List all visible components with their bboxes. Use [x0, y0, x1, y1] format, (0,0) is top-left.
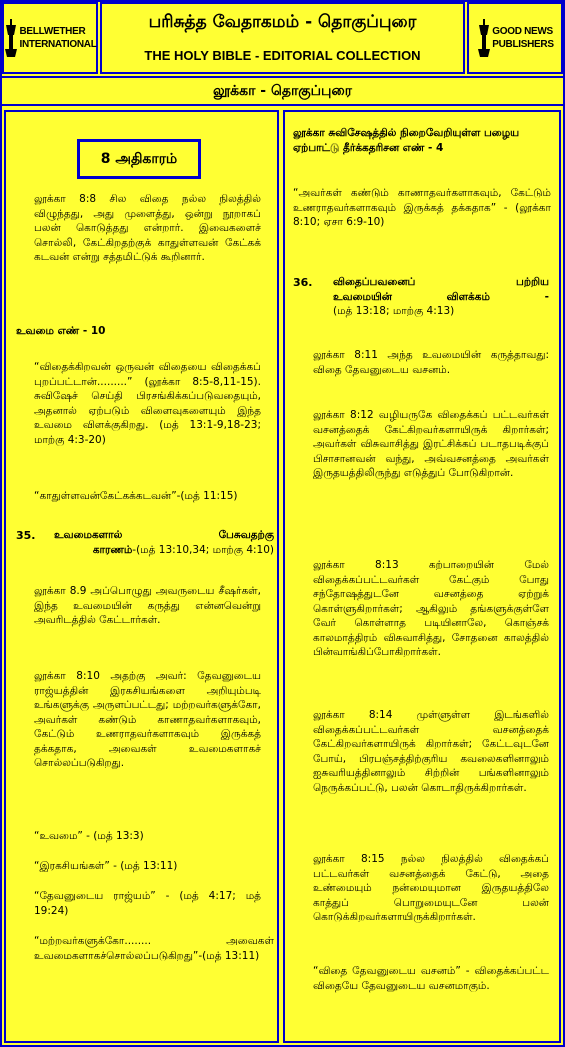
ref-parable: “உவமை” - (மத் 13:3): [34, 830, 144, 842]
verse-8-9: லூக்கா 8.9 அப்பொழுது அவருடைய சீஷர்கள், இந்த உவமையின் கருத்து என்னவென்று அவரிடத்தில் கேட்டார்கள்.: [34, 585, 261, 626]
verse-8-11: லூக்கா 8:11 அந்த உவமையின் கருத்தாவது: விதை தேவனுடைய வசனம்.: [313, 349, 549, 376]
ref-others: “மற்றவர்களுக்கோ........ அவைகள் உவமைகளாகச்சொல்லப்படுகிறது”-(மத் 13:11): [34, 935, 274, 962]
lamp-icon: [3, 17, 19, 59]
lamp-icon: [476, 17, 492, 59]
section-number: 36.: [293, 276, 313, 289]
verse-8-14: லூக்கா 8:14 முள்ளுள்ள இடங்களில் விதைக்கப்பட்டவர்கள் வசனத்தைக் கேட்கிறவர்களாயிருக் கிறார்கள்; கேட்டவுடனே போய், பிரபஞ்சத்திற்குரிய கவலைகளினாலும் ஐசுவரியத்தினாலும் சிற்றின் பங்களினாலும் நெருக்கப்பட்டு, பலன் கொடாதிருக்கிறார்கள்.: [313, 709, 549, 794]
verse-8-15: லூக்கா 8:15 நல்ல நிலத்தில் விதைக்கப் பட்டவர்கள் வசனத்தைக் கேட்டு, அதை உண்மையும் நன்மையுமான இருதயத்திலே காத்துப் பொறுமையுடனே பலன் கொடுக்கிறவர்களாயிருக்கிறார்கள்.: [313, 853, 549, 923]
logo-line-1: BELLWETHER: [19, 26, 86, 37]
parable-number: உவமை எண் - 10: [16, 325, 106, 337]
section-number: 35.: [16, 529, 36, 542]
verse-8-10: லூக்கா 8:10 அதற்கு அவர்: தேவனுடைய ராஜ்யத்தின் இரகசியங்களை அறியும்படி உங்களுக்கு அருளப்பட்டது; மற்றவர்களுக்கோ, அவர்கள் கண்டும் காணாதவர்களாகவும், கேட்டும் உணராதவர்களாகவும் இருக்கத் தக்கதாக, அவைகள் உவமைகளாகச் சொல்லப்படுகிறது.: [34, 670, 261, 769]
bellwether-logo: [2, 2, 98, 74]
logo-line-2: INTERNATIONAL: [19, 39, 97, 50]
section-ref: (மத் 13:18; மாற்கு 4:13): [333, 305, 455, 317]
right-column: [283, 110, 561, 1043]
section-ref: -(மத் 13:10,34; மாற்கு 4:10): [132, 543, 274, 556]
left-column: [4, 110, 279, 1043]
ref-ears: “காதுள்ளவன்கேட்கக்கடவன்”-(மத் 11:15): [34, 490, 238, 502]
title-box: [100, 2, 465, 74]
chapter-heading: 8 அதிகாரம்: [77, 139, 201, 179]
section-title: [333, 275, 549, 319]
page-title-tamil: பரிசுத்த வேதாகமம் - தொகுப்புரை: [148, 12, 417, 32]
logo-line-2: PUBLISHERS: [492, 39, 554, 50]
good-news-logo: [467, 2, 563, 74]
logo-line-1: GOOD NEWS: [492, 26, 553, 37]
parable-intro: “விதைக்கிறவன் ஒருவன் விதையை விதைக்கப் புறப்பட்டான்.........” (லூக்கா 8:5-8,11-15). சுவிஷேச் செய்தி பிரசங்கிக்கப்படுவதையும், அதனால் ஏற்படும் விளைவுகளையும் இந்த உவமை விளக்குகிறது. (மத் 13:1-9,18-23; மாற்கு 4:3-20): [34, 361, 261, 446]
verse-8-8: லூக்கா 8:8 சில விதை நல்ல நிலத்தில் விழுந்தது, அது முளைத்து, ஒன்று நூறாகப் பலன் கொடுத்தது என்றார். இவைகளைச் சொல்லி, கேட்கிறதற்குக் காதுள்ளவன் கேட்கக் கடவன் என்று சத்தமிட்டுக் கூறினார்.: [34, 193, 261, 263]
seed-note: “விதை தேவனுடைய வசனம்” - விதைக்கப்பட்ட விதையே தேவனுடைய வசனமாகும்.: [313, 965, 549, 992]
section-title-line-2: [54, 543, 274, 558]
section-title-line-2: உவமையின் விளக்கம் -: [333, 290, 549, 303]
section-title-line-1: உவமைகளால் பேசுவதற்கு: [54, 529, 274, 541]
page-title-english: THE HOLY BIBLE - EDITORIAL COLLECTION: [144, 48, 421, 63]
ref-kingdom: “தேவனுடைய ராஜ்யம்” - (மத் 4:17; மத் 19:24): [34, 890, 261, 917]
book-subtitle: லூக்கா - தொகுப்புரை: [2, 76, 563, 106]
section-title: [54, 528, 274, 557]
section-title-line-1: விதைப்பவனைப் பற்றிய: [333, 276, 549, 288]
prophecy-quote: “அவர்கள் கண்டும் காணாதவர்களாகவும், கேட்டும் உணராதவர்களாகவும் இருக்கத் தக்கதாக” - (லூக்கா 8:10; ஏசா 6:9-10): [293, 187, 551, 228]
section-title-reason: காரணம்: [92, 543, 133, 556]
verse-8-13: லூக்கா 8:13 கற்பாறையின் மேல் விதைக்கப்பட்டவர்கள் கேட்கும் போது சந்தோஷத்துடனே வசனத்தை ஏற்றுக் கொள்ளுகிறார்கள்; ஆகிலும் தங்களுக்குள்ளே வேர் கொள்ளாத படியினாலே, கொஞ்சக் காலமாத்திரம் விசுவாசித்து, சோதனை காலத்தில் பின்வாங்கிப்போகிறார்கள்.: [313, 559, 549, 658]
ref-secrets: “இரகசியங்கள்” - (மத் 13:11): [34, 860, 178, 872]
prophecy-heading: லூக்கா சுவிசேஷத்தில் நிறைவேறியுள்ள பழைய ஏற்பாட்டு தீர்க்கதரிசன எண் - 4: [293, 127, 520, 154]
verse-8-12: லூக்கா 8:12 வழியருகே விதைக்கப் பட்டவர்கள் வசனத்தைக் கேட்கிறவர்களாயிருக் கிறார்கள்; அவர்கள் விசுவாசித்து இரட்சிக்கப் படாதபடிக்குப் பிசாசானவன் வந்து, அவ்வசனத்தை அவர்கள் இருதயத்திலிருந்து எடுத்துப் போடுகிறான்.: [313, 409, 549, 479]
